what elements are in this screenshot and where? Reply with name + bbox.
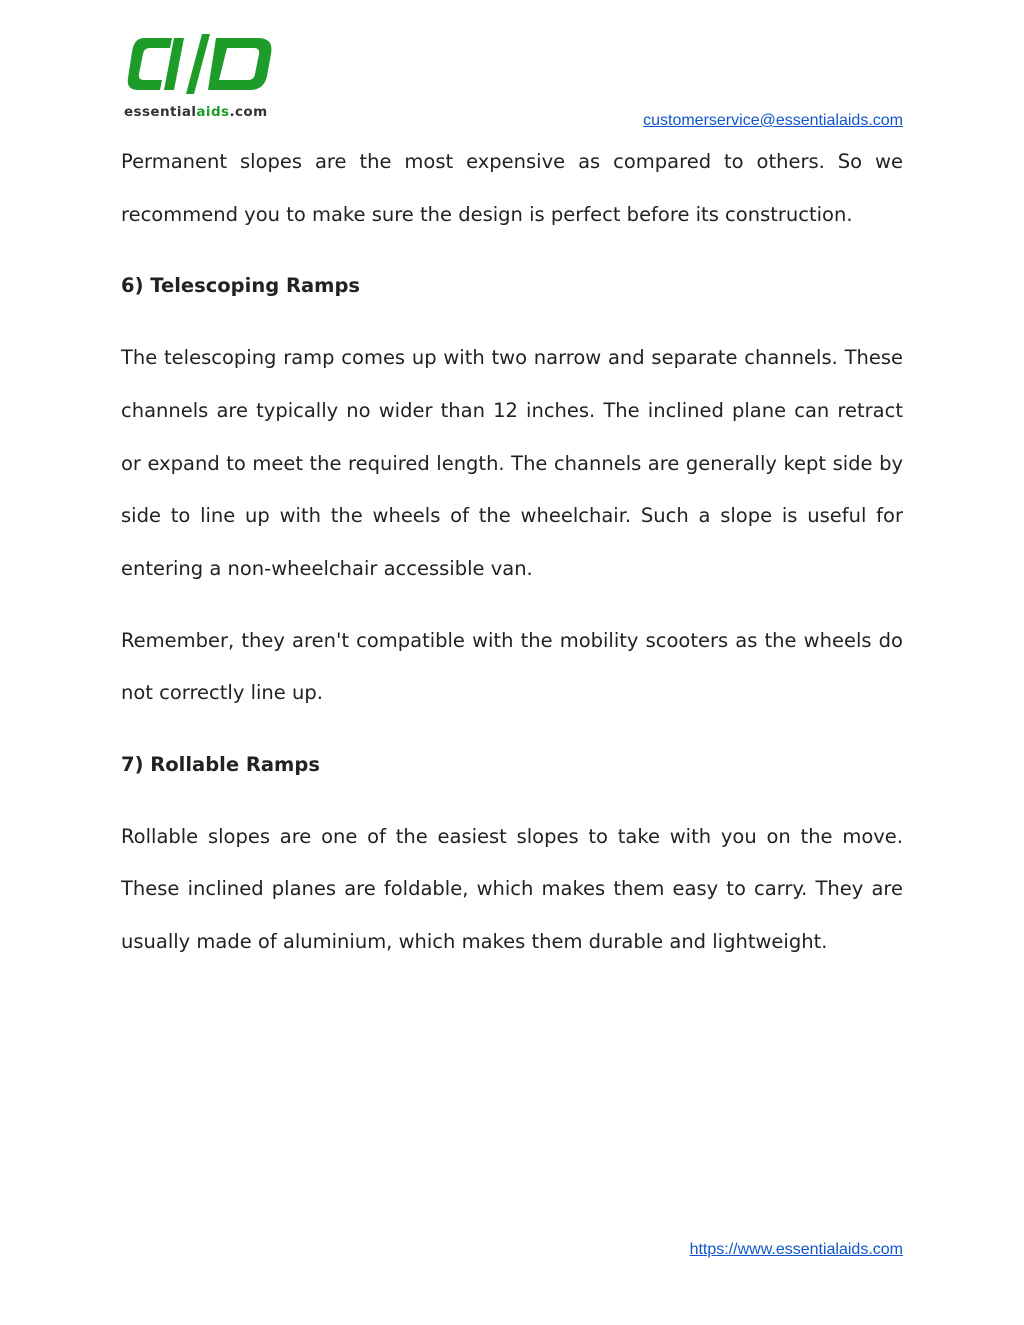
paragraph-telescoping-ramp: The telescoping ramp comes up with two narrow and separate channels. These channels are typically no wider than 12 inches. The inclined plane can retract or expand to meet the required length. The channels are generally kept side by side to line up with the wheels of the wheelchair. Such a slope is useful for entering a non-wheelchair accessible van. [121, 346, 903, 580]
heading-telescoping-ramps: 6) Telescoping Ramps [121, 274, 361, 298]
header-email-link[interactable]: customerservice@essentialaids.com [643, 112, 903, 129]
heading-rollable-ramps: 7) Rollable Ramps [121, 753, 320, 777]
logo-wordmark-accent: aids [196, 104, 230, 120]
paragraph-rollable-ramps: Rollable slopes are one of the easiest slopes to take with you on the move. These inclined planes are foldable, which makes them easy to carry. They are usually made of aluminium, which makes them durable and lightweight. [121, 824, 903, 954]
logo-wordmark [124, 104, 304, 120]
footer-website-link[interactable]: https://www.essentialaids.com [689, 1241, 903, 1258]
brand-logo[interactable] [124, 32, 304, 122]
logo-wordmark-suffix: .com [229, 104, 268, 120]
paragraph-permanent-slopes: Permanent slopes are the most expensive as compared to others. So we recommend you to make sure the design is perfect before its construction. [121, 150, 903, 226]
document-body [121, 136, 903, 988]
ead-logo-icon [124, 32, 284, 96]
paragraph-compatibility-note: Remember, they aren't compatible with the mobility scooters as the wheels do not correctly line up. [121, 628, 903, 705]
logo-wordmark-prefix: essential [124, 104, 197, 120]
